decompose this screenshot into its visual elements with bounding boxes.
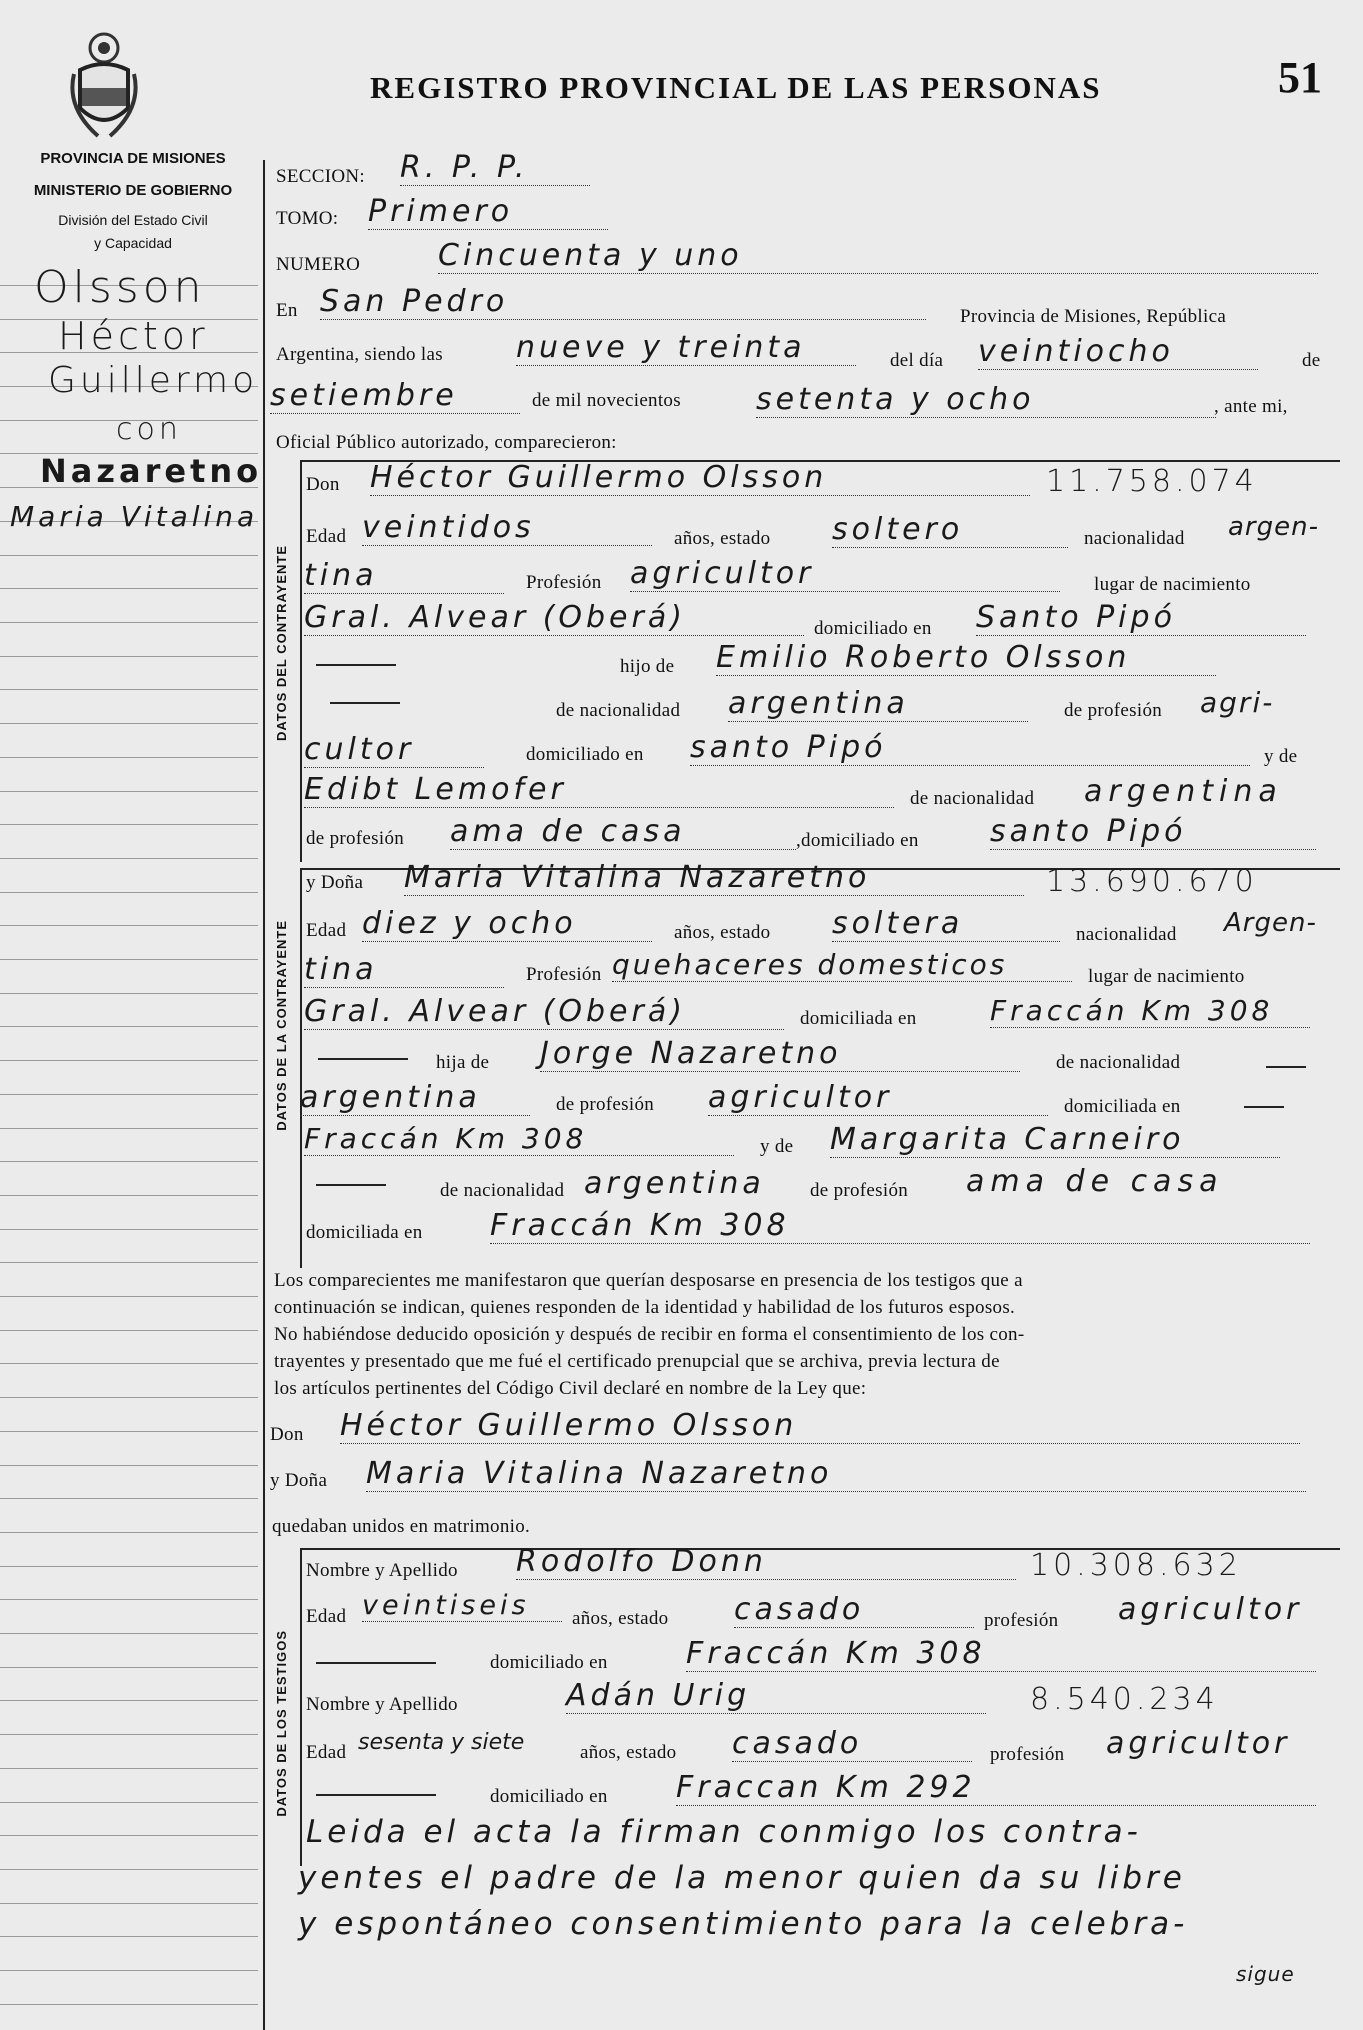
margin-name-bride-first: Maria Vitalina	[10, 500, 259, 533]
de-mil-text: de mil novecientos	[532, 390, 681, 411]
groom-name: Héctor Guillermo Olsson	[370, 460, 1030, 496]
anio-value: setenta y ocho	[756, 382, 1216, 418]
de-nacionalidad-label: de nacionalidad	[556, 700, 681, 721]
groom-nationality-1: argen-	[1228, 512, 1319, 542]
unidos-text: quedaban unidos en matrimonio.	[272, 1516, 531, 1537]
de-nacionalidad-label-2: de nacionalidad	[910, 788, 1035, 809]
bride-name: Maria Vitalina Nazaretno	[404, 860, 1024, 896]
margin-rule-line	[0, 1835, 258, 1836]
margin-rule-line	[0, 858, 258, 859]
groom-father-profession-1: agri-	[1200, 686, 1275, 719]
province-label: PROVINCIA DE MISIONES	[40, 150, 226, 167]
margin-name-bride-surname: Nazaretno	[40, 452, 263, 490]
de-profesion-label-2: de profesión	[306, 828, 405, 849]
margin-rule-line	[0, 959, 258, 960]
margin-rule-line	[0, 1296, 258, 1297]
margin-rule-line	[0, 1633, 258, 1634]
domiciliado-label-3: ,domiciliado en	[796, 830, 919, 851]
dash-line	[316, 1184, 386, 1186]
groom-block-border	[300, 460, 302, 862]
tomo-label: TOMO:	[276, 208, 339, 229]
w2-domiciliado-label: domiciliado en	[490, 1786, 608, 1807]
margin-rule-line	[0, 993, 258, 994]
hora-value: nueve y treinta	[516, 330, 856, 366]
margin-name-middle: Guillermo	[48, 360, 259, 401]
bride-mother-address: Fraccán Km 308	[490, 1208, 1310, 1244]
bride-profession: quehaceres domesticos	[612, 948, 1072, 982]
domiciliada-label: domiciliada en	[800, 1008, 917, 1029]
de-text: de	[1302, 350, 1321, 371]
margin-rule-line	[0, 1262, 258, 1263]
profesion-label: Profesión	[526, 572, 602, 593]
w2-name: Adán Urig	[566, 1678, 986, 1714]
w2-age: sesenta y siete	[358, 1730, 525, 1755]
note-line-3: y espontáneo consentimiento para la celebra-	[298, 1906, 1189, 1942]
margin-rule-line	[0, 588, 258, 589]
anios-estado-label-bride: años, estado	[674, 922, 771, 943]
bride-status: soltera	[832, 906, 1060, 942]
dash-line	[1244, 1106, 1284, 1108]
margin-rule-line	[0, 925, 258, 926]
margin-rule-line	[0, 1903, 258, 1904]
bride-mother-name: Margarita Carneiro	[830, 1122, 1280, 1158]
bride-father-address: Fraccán Km 308	[304, 1122, 734, 1156]
margin-rule-line	[0, 892, 258, 893]
w1-edad-label: Edad	[306, 1606, 347, 1627]
provincia-text: Provincia de Misiones, República	[960, 306, 1227, 327]
w1-anios-estado: años, estado	[572, 1608, 669, 1629]
coat-of-arms-emblem	[68, 28, 140, 146]
lugar-nac-label: lugar de nacimiento	[1094, 574, 1251, 595]
note-line-1: Leida el acta la firman conmigo los contra-	[306, 1814, 1142, 1850]
groom-mother-address: santo Pipó	[990, 814, 1316, 850]
decl-bride-name: Maria Vitalina Nazaretno	[366, 1456, 1306, 1492]
w1-profesion-label: profesión	[984, 1610, 1059, 1631]
lugar-nac-label-bride: lugar de nacimiento	[1088, 966, 1245, 987]
nacionalidad-label: nacionalidad	[1084, 528, 1185, 549]
de-nacionalidad-label-bride-2: de nacionalidad	[440, 1180, 565, 1201]
domiciliada-label-2: domiciliada en	[1064, 1096, 1181, 1117]
dash-line	[316, 664, 396, 666]
declaration-line-1: Los comparecientes me manifestaron que querían desposarse en presencia de los testigos que a	[274, 1270, 1023, 1291]
margin-rule-line	[0, 1700, 258, 1701]
edad-label: Edad	[306, 526, 347, 547]
numero-value: Cincuenta y uno	[438, 238, 1318, 274]
w1-nombre-label: Nombre y Apellido	[306, 1560, 458, 1581]
nacionalidad-label-bride: nacionalidad	[1076, 924, 1177, 945]
decl-dona-label: y Doña	[270, 1470, 328, 1491]
w2-nombre-label: Nombre y Apellido	[306, 1694, 458, 1715]
bride-birthplace: Gral. Alvear (Oberá)	[304, 994, 784, 1030]
groom-address: Santo Pipó	[976, 600, 1306, 636]
groom-profession: agricultor	[630, 556, 1060, 592]
margin-rule-line	[0, 1599, 258, 1600]
margin-rule-line	[0, 2004, 258, 2005]
margin-rule-line	[0, 1060, 258, 1061]
margin-name-surname: Olsson	[34, 262, 206, 313]
margin-con: con	[116, 412, 182, 447]
margin-divider-line	[263, 160, 265, 2030]
sigue-note: sigue	[1236, 1962, 1295, 1986]
bride-age: diez y ocho	[362, 906, 652, 942]
y-de-label-bride: y de	[760, 1136, 794, 1157]
argentina-text: Argentina, siendo las	[276, 344, 443, 365]
bride-block-border	[300, 868, 302, 1268]
w1-profession: agricultor	[1118, 1592, 1303, 1627]
profesion-label-bride: Profesión	[526, 964, 602, 985]
edad-label-bride: Edad	[306, 920, 347, 941]
margin-rule-line	[0, 1667, 258, 1668]
declaration-line-4: trayentes y presentado que me fué el certificado prenupcial que se archiva, previa lectura de	[274, 1351, 1000, 1372]
margin-rule-line	[0, 1566, 258, 1567]
margin-rule-line	[0, 1802, 258, 1803]
numero-label: NUMERO	[276, 254, 361, 275]
bride-address: Fraccán Km 308	[990, 994, 1310, 1028]
groom-side-label: DATOS DEL CONTRAYENTE	[274, 545, 289, 742]
bride-mother-profession: ama de casa	[966, 1164, 1224, 1199]
division-label: División del Estado Civil	[58, 212, 208, 228]
bride-father-profession: agricultor	[708, 1080, 1048, 1116]
domiciliada-label-3: domiciliada en	[306, 1222, 423, 1243]
y-dona-label: y Doña	[306, 872, 364, 893]
margin-rule-line	[0, 757, 258, 758]
margin-rule-line	[0, 1734, 258, 1735]
groom-father-address: santo Pipó	[690, 730, 1250, 766]
groom-father-nationality: argentina	[728, 686, 1028, 722]
en-label: En	[276, 300, 298, 321]
de-profesion-label-bride-2: de profesión	[810, 1180, 909, 1201]
declaration-line-5: los artículos pertinentes del Código Civil declaré en nombre de la Ley que:	[274, 1378, 867, 1399]
groom-father-profession-2: cultor	[304, 732, 484, 768]
seccion-value: R. P. P.	[400, 150, 590, 186]
margin-rule-line	[0, 1768, 258, 1769]
groom-nationality-2: tina	[304, 558, 504, 594]
margin-rule-line	[0, 689, 258, 690]
ante-mi-text: , ante mi,	[1214, 396, 1288, 417]
margin-rule-line	[0, 1363, 258, 1364]
w2-profesion-label: profesión	[990, 1744, 1065, 1765]
margin-rule-line	[0, 656, 258, 657]
margin-rule-line	[0, 1498, 258, 1499]
margin-rule-line	[0, 1465, 258, 1466]
margin-rule-line	[0, 1128, 258, 1129]
margin-rule-line	[0, 1431, 258, 1432]
groom-mother-name: Edibt Lemofer	[304, 772, 894, 808]
w1-domiciliado-label: domiciliado en	[490, 1652, 608, 1673]
registry-title: REGISTRO PROVINCIAL DE LAS PERSONAS	[370, 70, 1102, 105]
bride-nationality-1: Argen-	[1224, 908, 1317, 938]
y-de-label: y de	[1264, 746, 1298, 767]
don-label: Don	[306, 474, 340, 495]
hijo-de-label: hijo de	[620, 656, 675, 677]
dash-line	[318, 1058, 408, 1060]
decl-groom-name: Héctor Guillermo Olsson	[340, 1408, 1300, 1444]
w2-dni: 8.540.234	[1030, 1682, 1219, 1717]
w2-anios-estado: años, estado	[580, 1742, 677, 1763]
en-value: San Pedro	[320, 284, 926, 320]
de-profesion-label-bride: de profesión	[556, 1094, 655, 1115]
margin-rule-line	[0, 555, 258, 556]
bride-father-nationality: argentina	[300, 1080, 530, 1116]
bride-dni: 13.690.670	[1046, 864, 1258, 899]
margin-rule-line	[0, 622, 258, 623]
groom-age: veintidos	[362, 510, 652, 546]
margin-rule-line	[0, 824, 258, 825]
dia-value: veintiocho	[978, 334, 1258, 370]
groom-father-name: Emilio Roberto Olsson	[716, 640, 1216, 676]
w2-profession: agricultor	[1106, 1726, 1291, 1761]
margin-rule-line	[0, 1330, 258, 1331]
w1-age: veintiseis	[362, 1590, 562, 1622]
dash-line	[316, 1794, 436, 1796]
margin-rule-line	[0, 1161, 258, 1162]
margin-rule-line	[0, 791, 258, 792]
margin-rule-line	[0, 1026, 258, 1027]
margin-rule-line	[0, 1397, 258, 1398]
w2-edad-label: Edad	[306, 1742, 347, 1763]
margin-rule-line	[0, 1936, 258, 1937]
margin-rule-line	[0, 1532, 258, 1533]
margin-rule-line	[0, 1970, 258, 1971]
w1-dni: 10.308.632	[1030, 1548, 1242, 1583]
seccion-label: SECCION:	[276, 166, 365, 187]
domiciliado-label: domiciliado en	[814, 618, 932, 639]
tomo-value: Primero	[368, 194, 608, 230]
groom-mother-nationality: argentina	[1084, 774, 1283, 809]
w1-name: Rodolfo Donn	[516, 1544, 1016, 1580]
groom-mother-profession: ama de casa	[450, 814, 796, 850]
ministry-label: MINISTERIO DE GOBIERNO	[33, 182, 233, 199]
declaration-line-2: continuación se indican, quienes responden de la identidad y habilidad de los futuros esposos.	[274, 1297, 1016, 1318]
margin-name-first: Héctor	[58, 314, 209, 358]
division-label-2: y Capacidad	[94, 235, 172, 251]
w1-status: casado	[734, 1592, 974, 1628]
w2-address: Fraccan Km 292	[676, 1770, 1316, 1806]
witness-side-label: DATOS DE LOS TESTIGOS	[274, 1630, 289, 1817]
margin-rule-line	[0, 1869, 258, 1870]
decl-don-label: Don	[270, 1424, 304, 1445]
margin-rule-line	[0, 1195, 258, 1196]
note-line-2: yentes el padre de la menor quien da su libre	[298, 1860, 1186, 1896]
dash-line	[1266, 1066, 1306, 1068]
de-nacionalidad-label-bride: de nacionalidad	[1056, 1052, 1181, 1073]
del-dia-text: del día	[890, 350, 944, 371]
w1-address: Fraccán Km 308	[686, 1636, 1316, 1672]
margin-rule-line	[0, 1094, 258, 1095]
margin-rule-line	[0, 723, 258, 724]
mes-value: setiembre	[270, 378, 520, 414]
groom-status: soltero	[832, 512, 1068, 548]
page-number: 51	[1278, 53, 1322, 102]
bride-nationality-2: tina	[304, 952, 504, 988]
hija-de-label: hija de	[436, 1052, 490, 1073]
dash-line	[316, 1662, 436, 1664]
groom-dni: 11.758.074	[1046, 464, 1258, 499]
w2-status: casado	[732, 1726, 972, 1762]
anios-estado-label: años, estado	[674, 528, 771, 549]
bride-side-label: DATOS DE LA CONTRAYENTE	[274, 920, 289, 1131]
bride-mother-nationality: argentina	[584, 1166, 765, 1201]
domiciliado-label-2: domiciliado en	[526, 744, 644, 765]
margin-rule-line	[0, 1229, 258, 1230]
de-profesion-label: de profesión	[1064, 700, 1163, 721]
oficial-text: Oficial Público autorizado, comparecieron:	[276, 432, 617, 453]
declaration-line-3: No habiéndose deducido oposición y después de recibir en forma el consentimiento de los con-	[274, 1324, 1025, 1345]
groom-birthplace: Gral. Alvear (Oberá)	[304, 600, 804, 636]
dash-line	[330, 702, 400, 704]
witness-block-border	[300, 1548, 302, 1866]
bride-father-name: Jorge Nazaretno	[540, 1036, 1020, 1072]
